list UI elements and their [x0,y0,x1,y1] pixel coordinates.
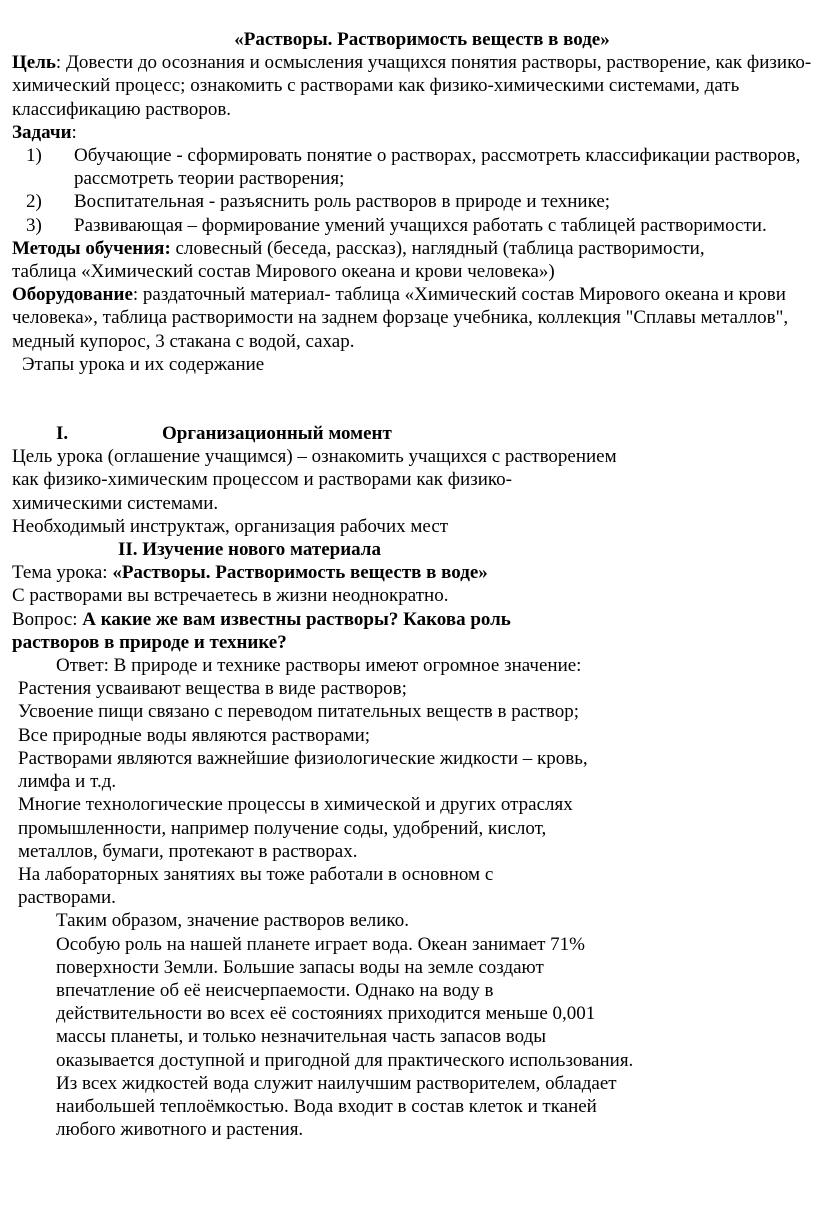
tasks-heading [12,121,812,144]
list-item-text: Воспитательная - разъяснить роль растворов в природе и технике; [74,191,611,213]
topic-label: Тема урока: [12,562,113,584]
list-item: Все природные воды являются растворами; [18,724,371,746]
tasks-colon: : [71,121,77,143]
methods-paragraph [12,237,752,283]
question-label: Вопрос: [12,608,83,630]
lesson-topic [12,561,812,584]
topic-value: «Растворы. Растворимость веществ в воде» [112,562,488,584]
list-item-number: 2) [26,191,42,213]
equipment-paragraph [12,283,812,353]
question-paragraph [12,608,587,654]
goal-label: Цель [12,52,56,74]
list-item: Растворами являются важнейшие физиологические жидкости – кровь, лимфа и т.д. [18,747,588,793]
tasks-label: Задачи [12,121,72,143]
section-1-number: I. [56,423,69,445]
list-item: Растения усваивают вещества в виде растворов; [18,678,407,700]
equipment-label: Оборудование [12,284,133,306]
intro-line: С растворами вы встречаетесь в жизни неоднократно. [12,585,449,607]
section-1-title: Организационный момент [162,423,392,445]
list-item-text: Развивающая – формирование умений учащихся работать с таблицей растворимости. [74,214,767,236]
list-item [26,190,812,213]
question-text: А какие же вам известны растворы? Какова роль растворов в природе и технике? [12,608,511,653]
section-1-goal: Цель урока (оглашение учащимся) – ознакомить учащихся с растворением как физико-химическим процессом и растворами как физико-химическими системами. [12,446,617,514]
section-1-heading [12,422,812,445]
methods-label: Методы обучения: [12,237,171,259]
list-item-number: 3) [26,214,42,236]
equipment-text: : раздаточный материал- таблица «Химический состав Мирового океана и крови человека», таблица растворимости на заднем форзаце учебника, коллекция "Сплавы металлов", медный купорос, 3 стакана с водой, сахар. [12,284,789,352]
answer-paragraph: Ответ: В природе и технике растворы имеют огромное значение: [56,655,582,677]
document-title: «Растворы. Растворимость веществ в воде» [234,29,610,50]
stages-heading: Этапы урока и их содержание [22,353,265,375]
section-2-heading: II. Изучение нового материала [118,539,381,561]
list-item: На лабораторных занятиях вы тоже работали в основном с растворами. [18,863,494,909]
list-item-text: Обучающие - сформировать понятие о растворах, рассмотреть классификации растворов, рассмотреть теории растворения; [74,145,801,190]
document-page [12,28,812,1141]
section-1-instructions: Необходимый инструктаж, организация рабочих мест [12,515,449,537]
list-item [26,214,812,237]
goal-paragraph [12,51,812,121]
list-item: Многие технологические процессы в химической и других отраслях промышленности, например получение соды, удобрений, кислот, металлов, бумаги, протекают в растворах. [18,794,573,862]
list-item [26,144,812,190]
conclusion-line: Таким образом, значение растворов велико. [56,910,409,932]
water-paragraph: Особую роль на нашей планете играет вода. Океан занимает 71% поверхности Земли. Большие запасы воды на земле создают впечатление об её неисчерпаемости. Однако на воду в действительности во всех её состояниях приходится меньше 0,001 массы планеты, и только незначительная часть запасов воды оказывается доступной и пригодной для практического использования. Из всех жидкостей вода служит наилучшим растворителем, обладает наибольшей теплоёмкостью. Вода входит в состав клеток и тканей любого животного и растения. [56,933,634,1141]
list-item: Усвоение пищи связано с переводом питательных веществ в раствор; [18,701,580,723]
list-item-number: 1) [26,145,42,167]
tasks-list [12,144,812,237]
goal-text: : Довести до осознания и осмысления учащихся понятия растворы, растворение, как физико-химический процесс; ознакомить с растворами как физико-химическими системами, дать классификацию растворов. [12,52,812,120]
methods-text: словесный (беседа, рассказ), наглядный (таблица растворимости, таблица «Химический состав Мирового океана и крови человека») [12,237,705,283]
